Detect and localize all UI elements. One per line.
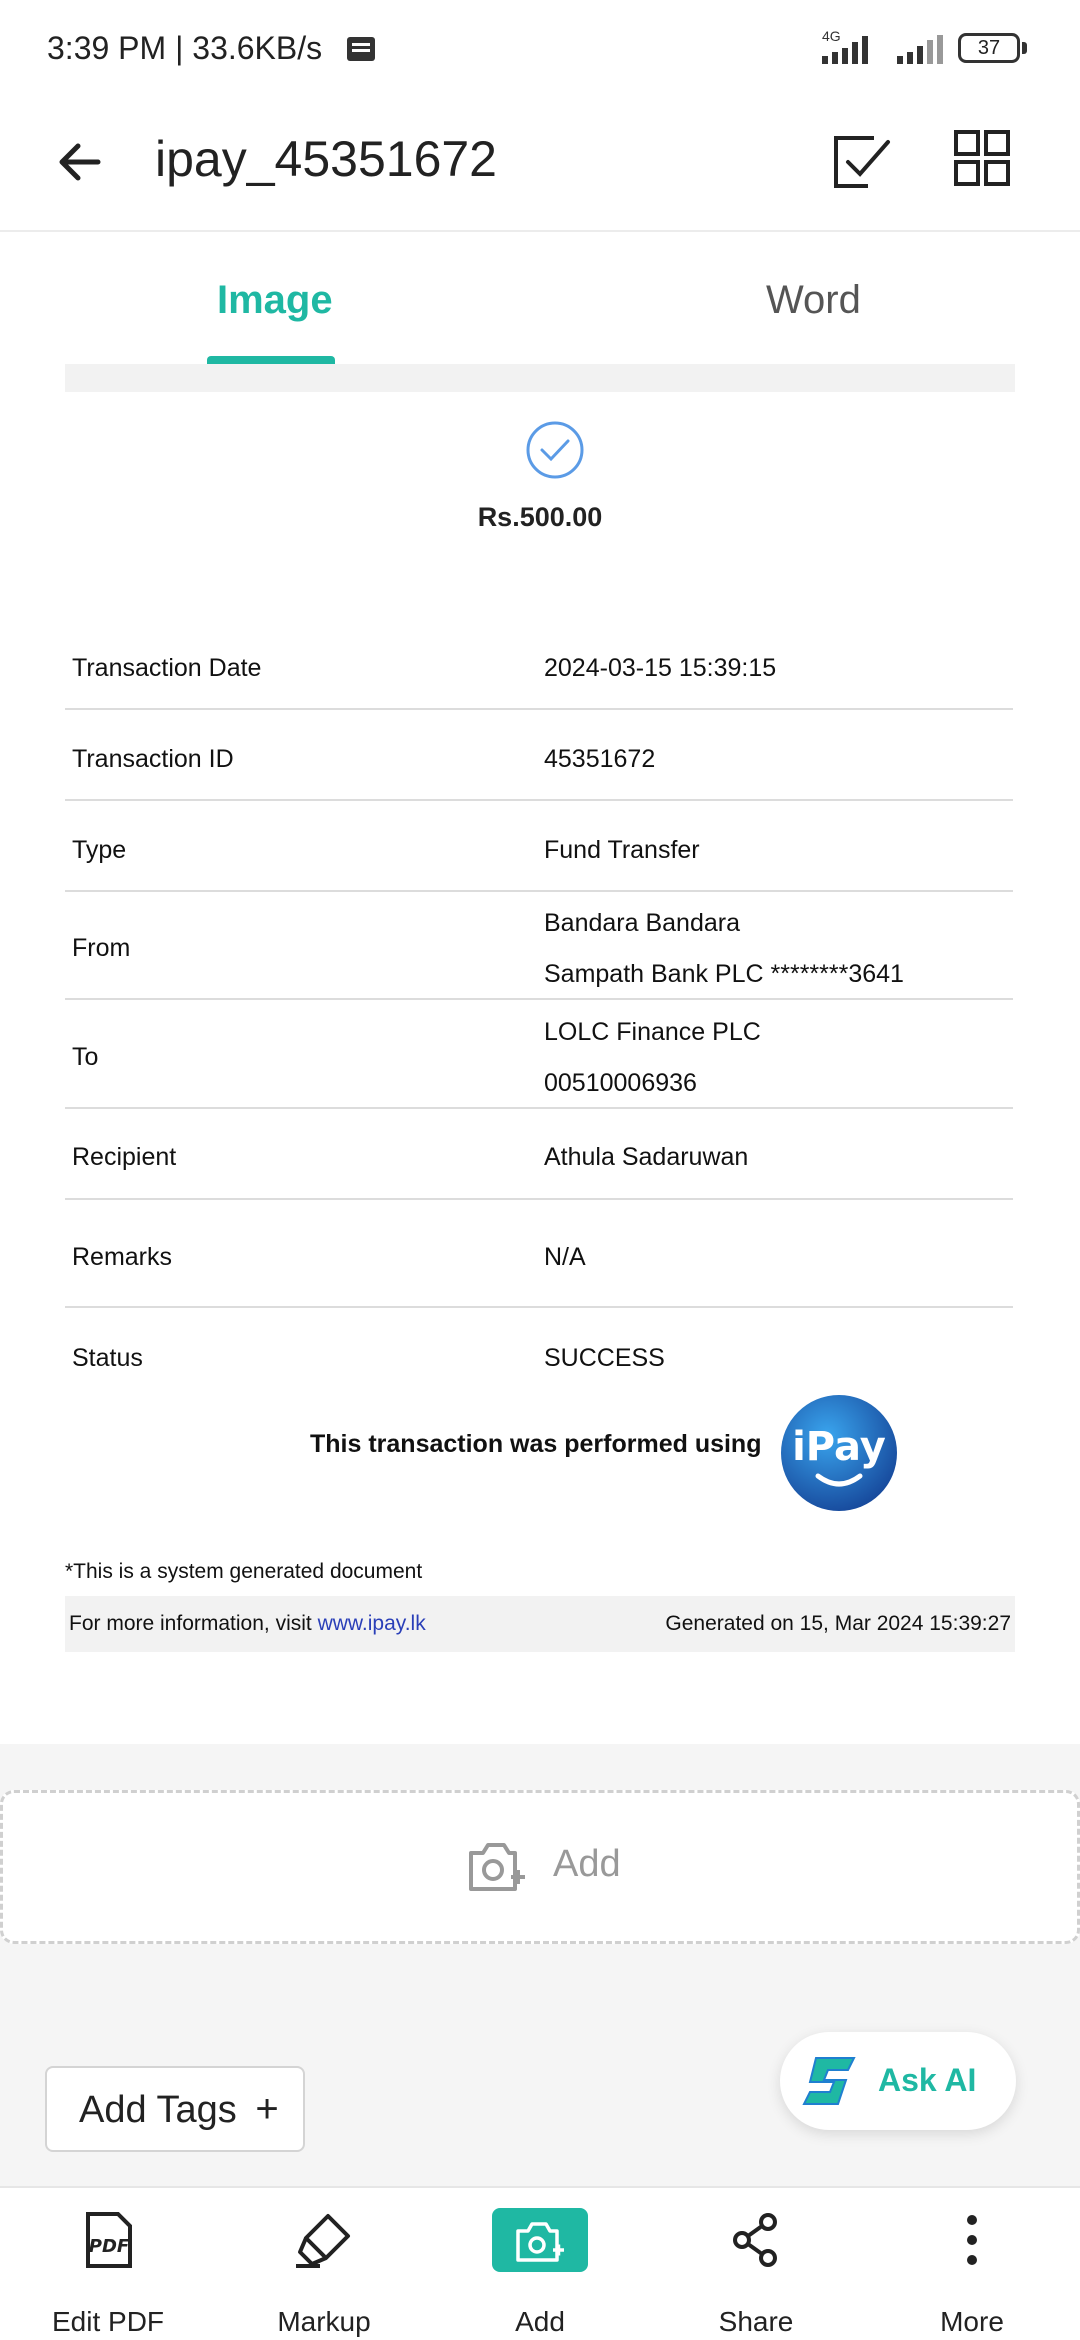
ipay-logo-text: iPay — [792, 1424, 886, 1470]
signal-icon-secondary — [895, 34, 945, 66]
row-value-recipient: Athula Sadaruwan — [544, 1143, 749, 1171]
row-label-remarks: Remarks — [72, 1243, 173, 1271]
row-value-to-name: LOLC Finance PLC — [544, 1018, 761, 1046]
row-label-type: Type — [72, 836, 127, 864]
battery-level: 37 — [977, 37, 1001, 59]
more-vertical-icon — [962, 2210, 982, 2270]
row-divider — [65, 708, 1013, 710]
row-value-transaction-date: 2024-03-15 15:39:15 — [544, 654, 777, 682]
add-page-zone[interactable] — [0, 1790, 1080, 1944]
document-title: ipay_45351672 — [155, 131, 497, 187]
row-label-status: Status — [72, 1344, 143, 1372]
nav-label: More — [940, 2306, 1004, 2337]
system-generated-note: *This is a system generated document — [65, 1560, 423, 1583]
row-divider — [65, 799, 1013, 801]
row-divider — [65, 1198, 1013, 1200]
row-divider — [65, 1107, 1013, 1109]
performed-using-text: This transaction was performed using — [310, 1430, 762, 1458]
row-divider — [65, 998, 1013, 1000]
share-icon — [728, 2210, 784, 2270]
nav-markup[interactable] — [216, 2188, 432, 2340]
tab-active-indicator — [207, 356, 335, 364]
notification-icon — [346, 36, 376, 62]
receipt-footer — [65, 1596, 1015, 1652]
ask-ai-logo-icon — [802, 2054, 858, 2108]
row-value-type: Fund Transfer — [544, 836, 700, 864]
row-value-transaction-id: 45351672 — [544, 745, 656, 773]
row-label-recipient: Recipient — [72, 1143, 177, 1171]
add-zone-label: Add — [553, 1843, 621, 1885]
signal-icon — [818, 34, 884, 66]
tab-image[interactable]: Image — [217, 278, 333, 322]
svg-text:PDF: PDF — [88, 2236, 130, 2257]
ipay-website-link[interactable]: www.ipay.lk — [317, 1612, 426, 1635]
row-value-status: SUCCESS — [544, 1344, 665, 1372]
network-type-label: 4G — [822, 28, 841, 44]
row-divider — [65, 1306, 1013, 1308]
nav-label: Share — [718, 2306, 794, 2337]
highlighter-icon — [292, 2210, 356, 2270]
bottom-nav — [0, 2186, 1080, 2340]
nav-edit-pdf[interactable] — [0, 2188, 216, 2340]
add-tags-label: Add Tags — [79, 2089, 237, 2131]
row-value-remarks: N/A — [544, 1243, 586, 1271]
nav-label: Add — [515, 2306, 565, 2337]
add-tags-button[interactable] — [45, 2066, 305, 2152]
select-check-icon[interactable] — [830, 130, 894, 194]
row-label-to: To — [72, 1043, 99, 1071]
view-tabs — [0, 232, 1080, 364]
row-divider — [65, 890, 1013, 892]
grid-view-icon[interactable] — [950, 126, 1014, 190]
back-arrow-icon[interactable] — [52, 134, 108, 190]
row-value-from-account: Sampath Bank PLC ********3641 — [544, 960, 904, 988]
row-label-from: From — [72, 934, 131, 962]
battery-tip — [1022, 42, 1027, 54]
row-label-transaction-id: Transaction ID — [72, 745, 234, 773]
document-top-strip — [65, 364, 1015, 392]
footer-info-label: For more information, visit — [69, 1612, 318, 1635]
nav-label: Edit PDF — [51, 2306, 165, 2337]
battery-icon — [958, 33, 1020, 63]
generated-timestamp: Generated on 15, Mar 2024 15:39:27 — [665, 1612, 1011, 1635]
plus-icon: + — [255, 2087, 279, 2131]
nav-label: Markup — [277, 2306, 371, 2337]
transaction-amount: Rs.500.00 — [477, 502, 603, 532]
nav-add[interactable] — [432, 2188, 648, 2340]
ask-ai-label: Ask AI — [878, 2062, 977, 2098]
row-label-transaction-date: Transaction Date — [72, 654, 262, 682]
row-value-from-name: Bandara Bandara — [544, 909, 740, 937]
ipay-logo — [780, 1394, 898, 1512]
tab-word[interactable]: Word — [766, 278, 861, 322]
footer-info-text — [69, 1612, 426, 1636]
document-preview[interactable] — [0, 364, 1080, 1744]
status-bar — [0, 0, 1080, 100]
camera-add-icon — [467, 1839, 527, 1895]
ask-ai-button[interactable] — [780, 2032, 1016, 2130]
camera-add-icon — [515, 2220, 565, 2264]
pdf-icon — [78, 2210, 138, 2270]
status-time-speed: 3:39 PM | 33.6KB/s — [47, 30, 323, 66]
app-bar — [0, 100, 1080, 232]
nav-more[interactable] — [864, 2188, 1080, 2340]
nav-share[interactable] — [648, 2188, 864, 2340]
row-value-to-account: 00510006936 — [544, 1069, 697, 1097]
success-check-icon — [525, 420, 585, 480]
